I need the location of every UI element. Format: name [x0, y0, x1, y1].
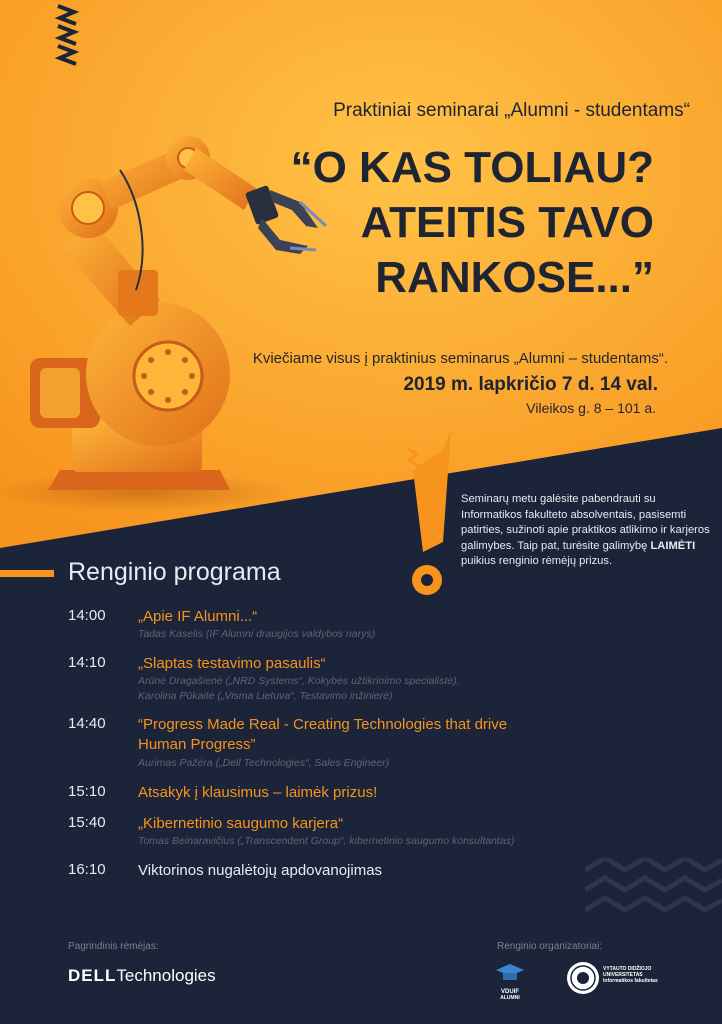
main-title: [230, 140, 654, 305]
program-time: 14:00: [68, 607, 106, 624]
title-line-2: ATEITIS TAVO: [360, 198, 654, 247]
program-time: 14:40: [68, 715, 106, 732]
program-talk: Viktorinos nugalėtojų apdovanojimas: [138, 862, 383, 879]
program-speaker: Tadas Kaselis (IF Alumni draugijos valdybos narys): [138, 628, 376, 640]
program-talk: „Kibernetinio saugumo karjera“: [138, 815, 344, 832]
program-talk: [138, 715, 578, 755]
program-time: 14:10: [68, 654, 106, 671]
description-tail: puikius renginio rėmėjų prizus.: [461, 555, 613, 567]
description-highlight: LAIMĖTI: [650, 539, 696, 552]
program-talk-line: Human Progress”: [138, 736, 256, 753]
vdu-if-logo-text: VDUIF: [501, 989, 519, 995]
program-talk: „Apie IF Alumni...“: [138, 608, 258, 625]
dell-logo: [68, 966, 216, 986]
dell-brand: DELL: [68, 966, 117, 985]
vdu-university-logo: [565, 960, 665, 1000]
zigzag-decor: [585, 858, 722, 918]
subtitle: Praktiniai seminarai „Alumni - studentams“: [333, 100, 690, 121]
event-date: 2019 m. lapkričio 7 d. 14 val.: [403, 374, 658, 395]
graduation-cap-icon: [494, 962, 526, 984]
dell-suffix: Technologies: [116, 966, 216, 985]
university-seal-icon: [565, 960, 601, 996]
program-speaker: Aurimas Pažėra („Dell Technologies“, Sales Engineer): [138, 757, 390, 769]
program-time: 15:40: [68, 814, 106, 831]
title-line-3: RANKOSE...”: [375, 253, 654, 302]
program-talk-line: “Progress Made Real - Creating Technologies that drive: [138, 716, 508, 733]
organizers-label: Renginio organizatoriai:: [497, 941, 603, 952]
program-time: 16:10: [68, 861, 106, 878]
zigzag-icon: [54, 4, 86, 66]
program-title: Renginio programa: [68, 558, 281, 586]
university-logo-text: VYTAUTO DIDŽIOJO UNIVERSITETAS Informatikos fakultetas: [603, 966, 658, 984]
event-address: Vileikos g. 8 – 101 a.: [526, 400, 656, 416]
program-speaker: Tomas Beinaravičius („Transcendent Group“, kibernetinio saugumo konsultantas): [138, 835, 515, 847]
sponsor-label: Pagrindinis rėmėjas:: [68, 941, 159, 952]
title-line-1: “O KAS TOLIAU?: [290, 143, 654, 192]
accent-line: [0, 570, 56, 580]
program-speaker: Karolina Pūkaitė („Visma Lietuva“, Testavimo inžinierė): [138, 690, 393, 702]
vdu-if-logo-subtext: ALUMNI: [500, 995, 520, 1001]
program-talk: Atsakyk į klausimus – laimėk prizus!: [138, 784, 378, 801]
exclamation-icon: [405, 430, 455, 600]
program-time: 15:10: [68, 783, 106, 800]
event-description: [461, 492, 711, 570]
vdu-if-alumni-logo: [494, 962, 526, 1002]
invitation-text: Kviečiame visus į praktinius seminarus „Alumni – studentams“.: [252, 350, 668, 367]
program-speaker: Arūnė Dragašienė („NRD Systems“, Kokybės užtikrinimo specialistė),: [138, 675, 460, 687]
program-talk: „Slaptas testavimo pasaulis“: [138, 655, 326, 672]
description-text: Seminarų metu galėsite pabendrauti su Informatikos fakulteto absolventais, pasisemti patirties, sužinoti apie praktikos atlikimo ir karjeros galimybes. Taip pat, turėsite galimybę: [461, 493, 710, 552]
